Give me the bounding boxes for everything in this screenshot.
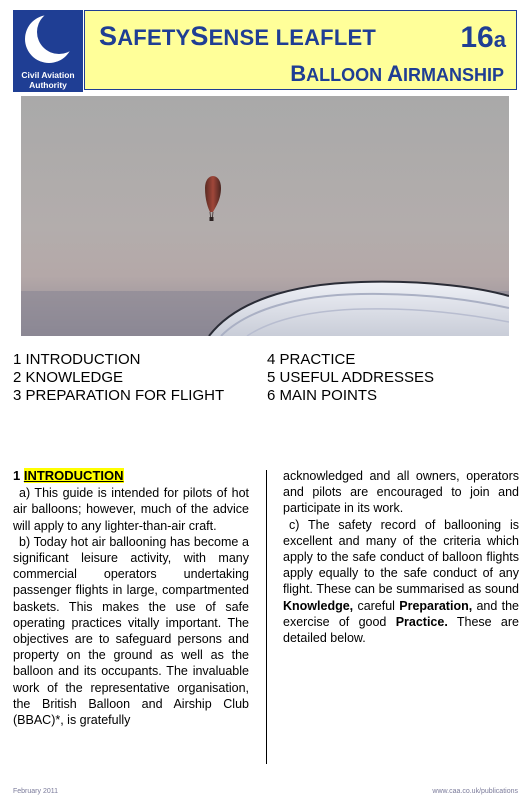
logo-text [13,70,83,90]
keyword-practice: Practice. [395,614,448,629]
toc-item-main-points: 6 MAIN POINTS [267,387,378,404]
logo-line-1: Civil Aviation [21,70,75,80]
toc-item-preparation: 3 PREPARATION FOR FLIGHT [13,387,225,404]
paragraph-a: a) This guide is intended for pilots of hot air balloons; however, much of the advice will apply to any lighter-than-air craft. [13,486,249,533]
keyword-preparation: Preparation, [399,598,473,613]
leaflet-title: SAFETYSENSE LEAFLET [99,21,376,51]
body-column-left [13,468,249,728]
paragraph-b-continued: acknowledged and all owners, operators and pilots are encouraged to join and participate in its work. [283,469,519,516]
section-heading-introduction: 1 INTRODUCTION [13,468,124,483]
contents-right [267,351,434,405]
column-divider [266,470,267,764]
paragraph-c: c) The safety record of ballooning is excellent and many of the criteria which apply to the safe conduct of balloon flights apply equally to the safe conduct of any flight. These can be summarised as sound Knowledge, careful Preparation, and the exercise of good Practice. These are detailed below. [283,517,519,646]
body-column-right [283,468,519,646]
toc-item-knowledge: 2 KNOWLEDGE [13,369,124,386]
title-banner [84,10,517,90]
balloon-photo [21,96,509,336]
caa-logo [13,10,83,92]
toc-item-practice: 4 PRACTICE [267,351,356,368]
leaflet-number: 16a [460,21,506,54]
toc-item-useful-addresses: 5 USEFUL ADDRESSES [267,369,434,386]
footer-date: February 2011 [13,788,59,795]
logo-line-2: Authority [29,80,67,90]
paragraph-b: b) Today hot air ballooning has become a significant leisure activity, with many commercial operators undertaking passenger flights in large, compartmented baskets. This makes the use of safe operating practices vitally important. The objectives are to safeguard persons and property on the ground as well as the balloon and its occupants. The invaluable work of the representative organisation, the British Balloon and Airship Club (BBAC)*, is gratefully [13,534,249,728]
leaflet-subtitle: BALLOON AIRMANSHIP [290,61,504,86]
keyword-knowledge: Knowledge, [283,598,354,613]
toc-item-introduction: 1 INTRODUCTION [13,351,141,368]
contents-left [13,351,224,405]
footer-url[interactable]: www.caa.co.uk/publications [432,788,518,795]
